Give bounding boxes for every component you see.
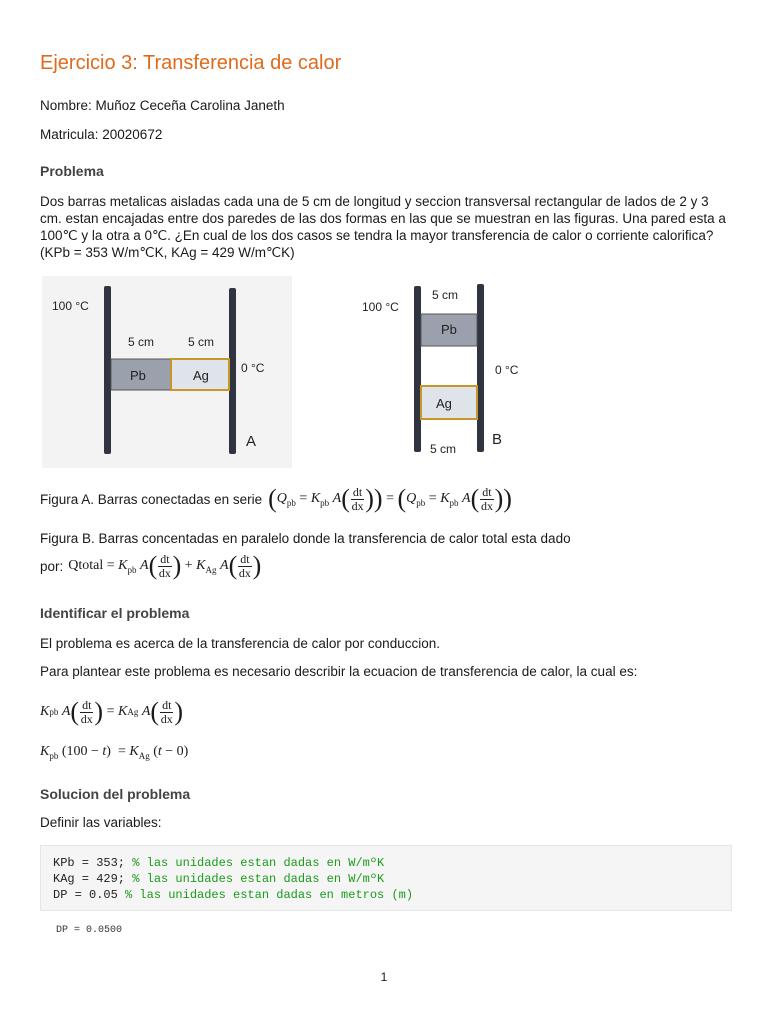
heat-equation-1: K pb A ( $\frac{dt}{dx}$ ) = K Ag A ( $\frac{dt}{dx}$ ) (40, 697, 184, 726)
fig-a-label: A (246, 433, 257, 450)
figure-b-parallel-bars (352, 280, 532, 462)
problem-text: Dos barras metalicas aisladas cada una de 5 cm de longitud y seccion transversal rectangular de lados de 2 y 3 cm. estan encajadas entre dos paredes de las dos formas en las que se muestran en las figuras. Una pared esta a 100℃ y la otra a 0℃. ¿En cual de los dos casos se tendra la mayor transferencia de calor o corriente calorifica? (KPb = 353 W/m℃K, KAg = 429 W/m℃K) (40, 194, 726, 260)
fig-b-bar-pb: Pb (441, 322, 457, 337)
fig-a-bar-pb: Pb (130, 368, 146, 383)
student-id: Matricula: 20020672 (40, 127, 163, 142)
identify-text-2: Para plantear este problema es necesario describir la ecuacion de transferencia de calor, la cual es: (40, 664, 638, 679)
caption-b-row (40, 551, 261, 581)
caption-a-row (40, 484, 512, 514)
solution-heading: Solucion del problema (40, 786, 191, 802)
heat-equation-2: $K_{pb}$ $(100 - t) = K_{Ag}$ (t − 0) (40, 744, 189, 761)
solution-text: Definir las variables: (40, 815, 162, 830)
code-line-1: KPb = 353; % las unidades estan dadas en W/mºK (53, 856, 385, 870)
fig-a-len-pb: 5 cm (128, 335, 155, 349)
fig-b-label: B (492, 431, 503, 448)
parallel-equation: Qtotal = $K_{pb}$ A( $\frac{dt}{dx}$ ) + $K_{Ag}$ A( $\frac{dt}{dx}$ ) (68, 551, 262, 580)
code-block[interactable] (40, 845, 732, 911)
caption-a: Figura A. Barras conectadas en serie (40, 491, 263, 507)
fig-b-temp-hot: 100 °C (362, 300, 399, 314)
fig-b-len-bottom: 5 cm (430, 442, 457, 456)
fig-a-bar-ag: Ag (193, 368, 209, 383)
fig-a-temp-cold: 0 °C (241, 361, 265, 375)
page-number: 1 (380, 970, 388, 984)
student-name: Nombre: Muñoz Ceceña Carolina Janeth (40, 98, 285, 113)
fig-b-temp-cold: 0 °C (495, 363, 519, 377)
series-equation: ($Q_{pb} = K_{pb}$ A( $\frac{dt}{dx}$ )) = ($Q_{pb} = K_{pb}$ A( $\frac{dt}{dx}$ )) (268, 484, 512, 513)
fig-b-len-top: 5 cm (432, 288, 459, 302)
page-title: Ejercicio 3: Transferencia de calor (40, 52, 342, 74)
caption-b-line2: por: (40, 558, 64, 574)
figure-a-series-bars (42, 276, 292, 468)
problem-heading: Problema (40, 163, 104, 179)
code-line-3: DP = 0.05 % las unidades estan dadas en metros (m) (53, 888, 414, 902)
identify-text-1: El problema es acerca de la transferencia de calor por conduccion. (40, 636, 440, 651)
identify-heading: Identificar el problema (40, 605, 190, 621)
fig-a-temp-hot: 100 °C (52, 299, 89, 313)
code-line-2: KAg = 429; % las unidades estan dadas en W/mºK (53, 872, 385, 886)
fig-b-bar-ag: Ag (436, 396, 452, 411)
code-output: DP = 0.0500 (56, 925, 123, 936)
caption-b-line1: Figura B. Barras concentadas en paralelo donde la transferencia de calor total esta dado (40, 531, 571, 546)
fig-a-len-ag: 5 cm (188, 335, 215, 349)
